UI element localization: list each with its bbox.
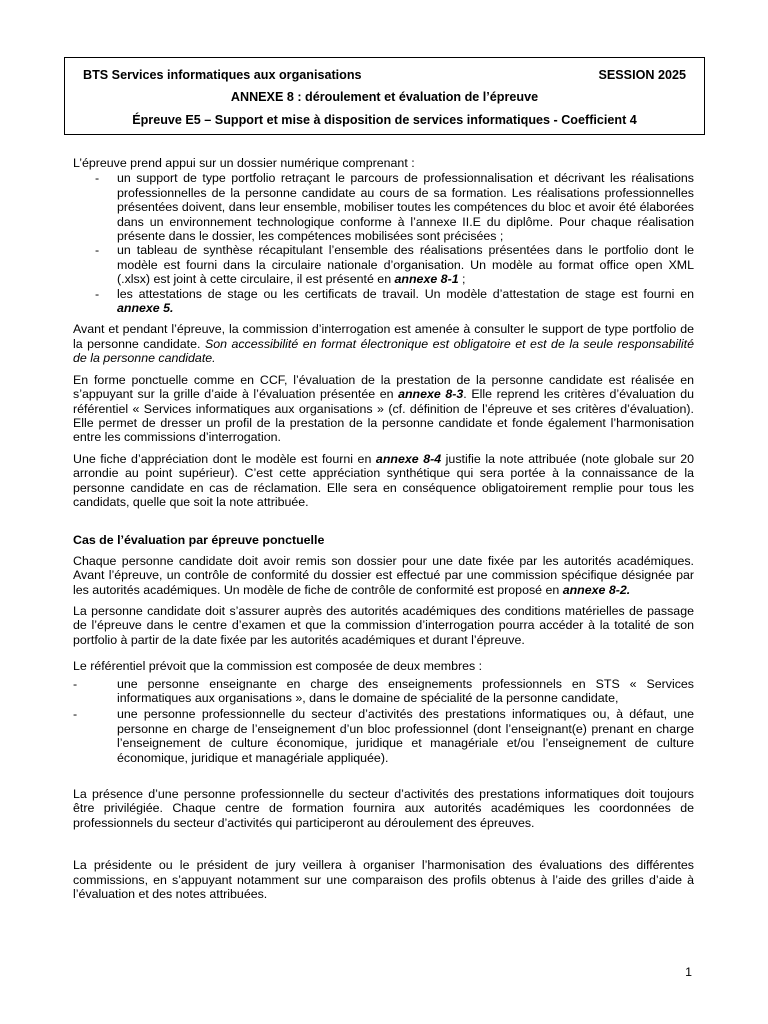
- section-title: Cas de l’évaluation par épreuve ponctuelle: [73, 533, 325, 548]
- intro-paragraph: L’épreuve prend appui sur un dossier numérique comprenant :: [73, 156, 415, 170]
- dash-marker: -: [95, 243, 100, 258]
- members-list: [73, 677, 694, 765]
- exam-title: Épreuve E5 – Support et mise à disposition de services informatiques - Coefficient 4: [132, 113, 637, 127]
- paragraph-text: Chaque personne candidate doit avoir remis son dossier pour une date fixée par les autorités académiques. Avant l’épreuve, un contrôle de conformité du dossier est effectué par une commission spécifique désignée par les autorités académiques. Un modèle de fiche de contrôle de conformité est proposé en: [73, 553, 694, 597]
- list-item: [73, 171, 694, 243]
- list-item: [73, 677, 694, 706]
- paragraph-text: Avant et pendant l’épreuve, la commission d’interrogation est amenée à consulter le support de type portfolio de la personne candidate.: [73, 322, 694, 351]
- dash-marker: -: [95, 171, 100, 186]
- paragraph-text-end: . Elle reprend les critères d’évaluation du référentiel « Services informatiques aux organisations » (cf. définition de l’épreuve et ses critères d’évaluation). Elle permet de dresser un profil de la prestation de la personne candidate et fonde également l’harmonisation entre les commissions d’interrogation.: [73, 387, 695, 445]
- annex-reference: annexe 8-1: [394, 272, 459, 287]
- dossier-list: [73, 171, 694, 315]
- paragraph-text-end: justifie la note attribuée (note globale sur 20 arrondie au point supérieur). C’est cette appréciation synthétique qui sera portée à la connaissance de la personne candidate en cas de réclamation. Elle sera en conséquence obligatoirement remplie pour tous les candidats, quelle que soit la note attribuée.: [73, 451, 694, 509]
- page-number: 1: [685, 965, 692, 979]
- dash-marker: -: [95, 286, 100, 301]
- presence-paragraph: La présence d’une personne professionnelle du secteur d’activités des prestations informatiques doit toujours être privilégiée. Chaque centre de formation fournira aux autorités académiques les coordonnées de professionnels du secteur d’activités qui participeront au déroulement des épreuves.: [73, 787, 694, 830]
- fiche-paragraph: [73, 452, 694, 510]
- annex-title: ANNEXE 8 : déroulement et évaluation de l’épreuve: [230, 90, 539, 104]
- session-label: SESSION 2025: [598, 68, 686, 82]
- header-top-row: [83, 68, 686, 84]
- annex-reference: annexe 8-4: [375, 451, 442, 466]
- list-item-text-end: ;: [458, 272, 466, 287]
- paragraph-text: En forme ponctuelle comme en CCF, l’évaluation de la prestation de la personne candidate est réalisée en s’appuyant sur la grille d’aide à l’évaluation présentée en: [73, 372, 694, 402]
- italic-notice: Son accessibilité en format électronique est obligatoire et est de la seule responsabilité de la personne candidate.: [73, 336, 694, 366]
- submission-paragraph: [73, 554, 694, 597]
- list-item-text: un tableau de synthèse récapitulant l’ensemble des réalisations présentées dans le portfolio dont le modèle est fourni dans la circulaire nationale d’organisation. Un modèle au format office open XML (.xlsx) est joint à cette circulaire, il est présenté en: [117, 243, 694, 287]
- president-paragraph: La présidente ou le président de jury veillera à organiser l’harmonisation des évaluations des différentes commissions, en s’appuyant notamment sur une comparaison des profils obtenus à l’aide des grilles d’aide à l’évaluation et des notes attribuées.: [73, 858, 694, 902]
- annex-reference: annexe 5.: [117, 301, 174, 316]
- list-item-text: les attestations de stage ou les certificats de travail. Un modèle d’attestation de stage est fourni en: [117, 286, 694, 301]
- commission-paragraph: Le référentiel prévoit que la commission est composée de deux membres :: [73, 659, 483, 674]
- material-conditions-paragraph: La personne candidate doit s’assurer auprès des autorités académiques des conditions matérielles de passage de l’épreuve dans le centre d’examen et que la commission d’interrogation pourra accéder à la totalité de son portfolio à partir de la date fixée par les autorités académiques et durant l’épreuve.: [73, 603, 694, 647]
- list-item-text: une personne professionnelle du secteur d’activités des prestations informatiques ou, à défaut, une personne en charge de l’enseignement d’un bloc professionnel (dont l’enseignant(e) prenant en charge l’enseignement de culture économique, juridique et managériale et/ou l’enseignement de culture économique, juridique et managériale appliquée).: [117, 707, 694, 765]
- paragraph-text: Une fiche d’appréciation dont le modèle est fourni en: [73, 451, 376, 466]
- portfolio-paragraph: [73, 322, 694, 365]
- list-item: [73, 707, 694, 765]
- list-item: [73, 287, 694, 316]
- list-item: [73, 243, 694, 286]
- program-name: BTS Services informatiques aux organisations: [83, 68, 362, 82]
- grid-paragraph: [73, 373, 694, 445]
- annex-reference: annexe 8-2.: [562, 582, 631, 597]
- document-body: [73, 156, 694, 901]
- dash-marker: -: [73, 676, 78, 691]
- annex-reference: annexe 8-3: [398, 387, 464, 402]
- header-box: [64, 57, 705, 135]
- list-item-text: une personne enseignante en charge des enseignements professionnels en STS « Services informatiques aux organisations », dans le domaine de spécialité de la personne candidate,: [117, 676, 694, 705]
- list-item-text: un support de type portfolio retraçant le parcours de professionnalisation et décrivant les réalisations professionnelles de la personne candidate au cours de sa formation. Les réalisations professionnelles présentées doivent, dans leur ensemble, mobiliser toutes les compétences du bloc et avoir été élaborées dans un environnement technologique conforme à l’annexe II.E du diplôme. Pour chaque réalisation présente dans le dossier, les compétences mobilisées sont précisées ;: [117, 171, 694, 244]
- dash-marker: -: [73, 707, 78, 722]
